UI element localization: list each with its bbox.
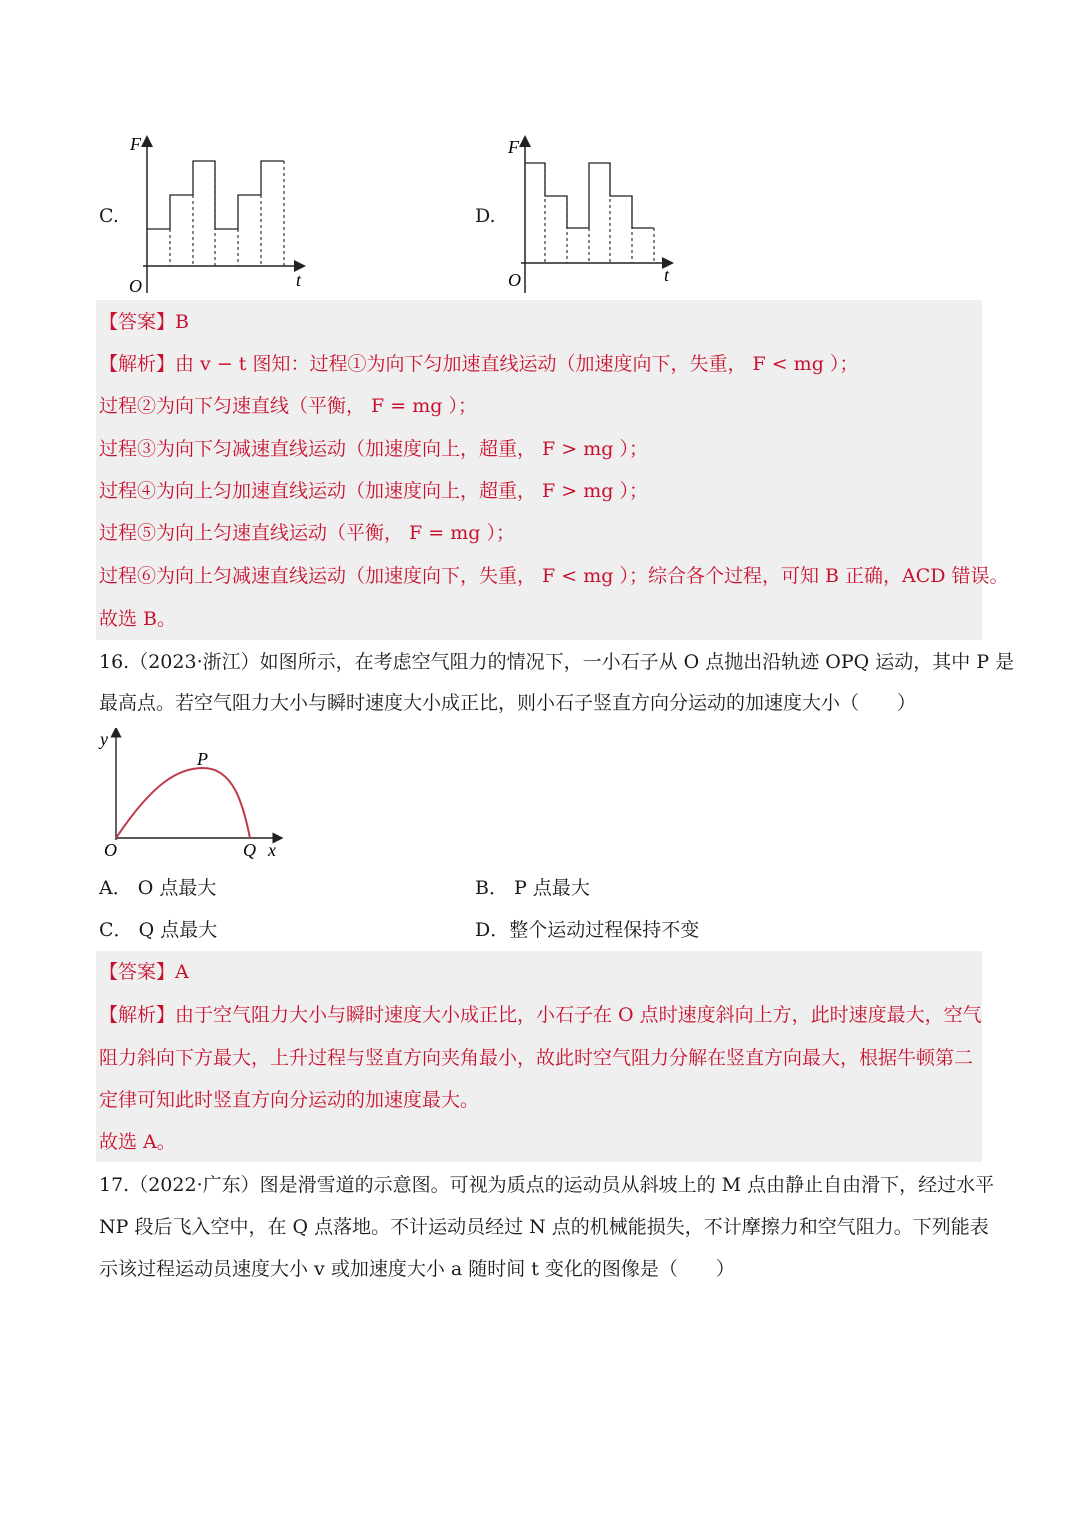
f-axis-label: F	[130, 134, 141, 154]
q16-answer-line	[99, 960, 189, 984]
q17-stem-line-1: 17.（2022·广东）图是滑雪道的示意图。可视为质点的运动员从斜坡上的 M 点由静止自由滑下，经过水平	[99, 1174, 995, 1196]
analysis-line-2: 过程②为向下匀速直线（平衡， F = mg ）；	[99, 395, 477, 417]
answer-line-prev	[99, 310, 189, 334]
analysis-line-4: 过程④为向上匀加速直线运动（加速度向上，超重， F > mg ）；	[99, 480, 648, 502]
trajectory-curve	[116, 768, 250, 838]
option-d-label: D.	[475, 205, 496, 227]
q16-trajectory-figure	[98, 728, 288, 863]
q16-analysis-line-1: 【解析】由于空气阻力大小与瞬时速度大小成正比，小石子在 O 点时速度斜向上方，此时速度最大，空气	[99, 1004, 982, 1026]
origin-label: O	[129, 276, 142, 296]
origin-label: O	[508, 270, 521, 290]
q16-option-d: D．整个运动过程保持不变	[475, 919, 700, 941]
t-axis-label: t	[296, 270, 302, 290]
answer-tag: 【答案】	[99, 961, 176, 983]
q17-stem-line-3: 示该过程运动员速度大小 v 或加速度大小 a 随时间 t 变化的图像是（ ）	[99, 1258, 735, 1280]
x-axis-label: x	[268, 840, 276, 860]
point-p-label: P	[197, 749, 208, 769]
option-c-label: C.	[99, 205, 119, 227]
q16-stem-line-1: 16.（2023·浙江）如图所示，在考虑空气阻力的情况下，一小石子从 O 点抛出沿轨迹 OPQ 运动，其中 P 是	[99, 651, 1015, 673]
option-c-graph	[118, 133, 308, 298]
q16-option-c: C． Q 点最大	[99, 919, 218, 941]
q16-option-a: A． O 点最大	[99, 877, 217, 899]
answer-value: B	[175, 311, 189, 333]
q16-analysis-line-3: 定律可知此时竖直方向分运动的加速度最大。	[99, 1089, 480, 1111]
analysis-line-6: 过程⑥为向上匀减速直线运动（加速度向下，失重， F < mg ）；综合各个过程，可知 B 正确，ACD 错误。	[99, 565, 1009, 587]
analysis-tag: 【解析】	[99, 1004, 176, 1026]
analysis-line-1: 【解析】由 v − t 图知：过程①为向下匀加速直线运动（加速度向下，失重， F < mg ）；	[99, 353, 859, 375]
q16-analysis-line-2: 阻力斜向下方最大，上升过程与竖直方向夹角最小，故此时空气阻力分解在竖直方向最大，根据牛顿第二	[99, 1047, 974, 1069]
analysis-tag: 【解析】	[99, 353, 176, 375]
analysis-line-5: 过程⑤为向上匀速直线运动（平衡， F = mg ）；	[99, 522, 515, 544]
answer-tag: 【答案】	[99, 311, 176, 333]
q17-stem-line-2: NP 段后飞入空中，在 Q 点落地。不计运动员经过 N 点的机械能损失，不计摩擦力和空气阻力。下列能表	[99, 1216, 989, 1238]
conclusion-prev: 故选 B。	[99, 608, 177, 630]
q16-option-b: B． P 点最大	[475, 877, 590, 899]
q16-conclusion: 故选 A。	[99, 1131, 176, 1153]
answer-value: A	[175, 961, 189, 983]
analysis-line-3: 过程③为向下匀减速直线运动（加速度向上，超重， F > mg ）；	[99, 438, 648, 460]
answer-box-prev	[96, 300, 982, 640]
f-axis-label: F	[508, 137, 519, 157]
origin-label: O	[104, 840, 117, 860]
y-axis-label: y	[100, 729, 108, 749]
option-d-graph	[500, 133, 690, 298]
q16-stem-line-2: 最高点。若空气阻力大小与瞬时速度大小成正比，则小石子竖直方向分运动的加速度大小（ ）	[99, 692, 917, 714]
point-q-label: Q	[243, 840, 256, 860]
t-axis-label: t	[664, 265, 670, 285]
